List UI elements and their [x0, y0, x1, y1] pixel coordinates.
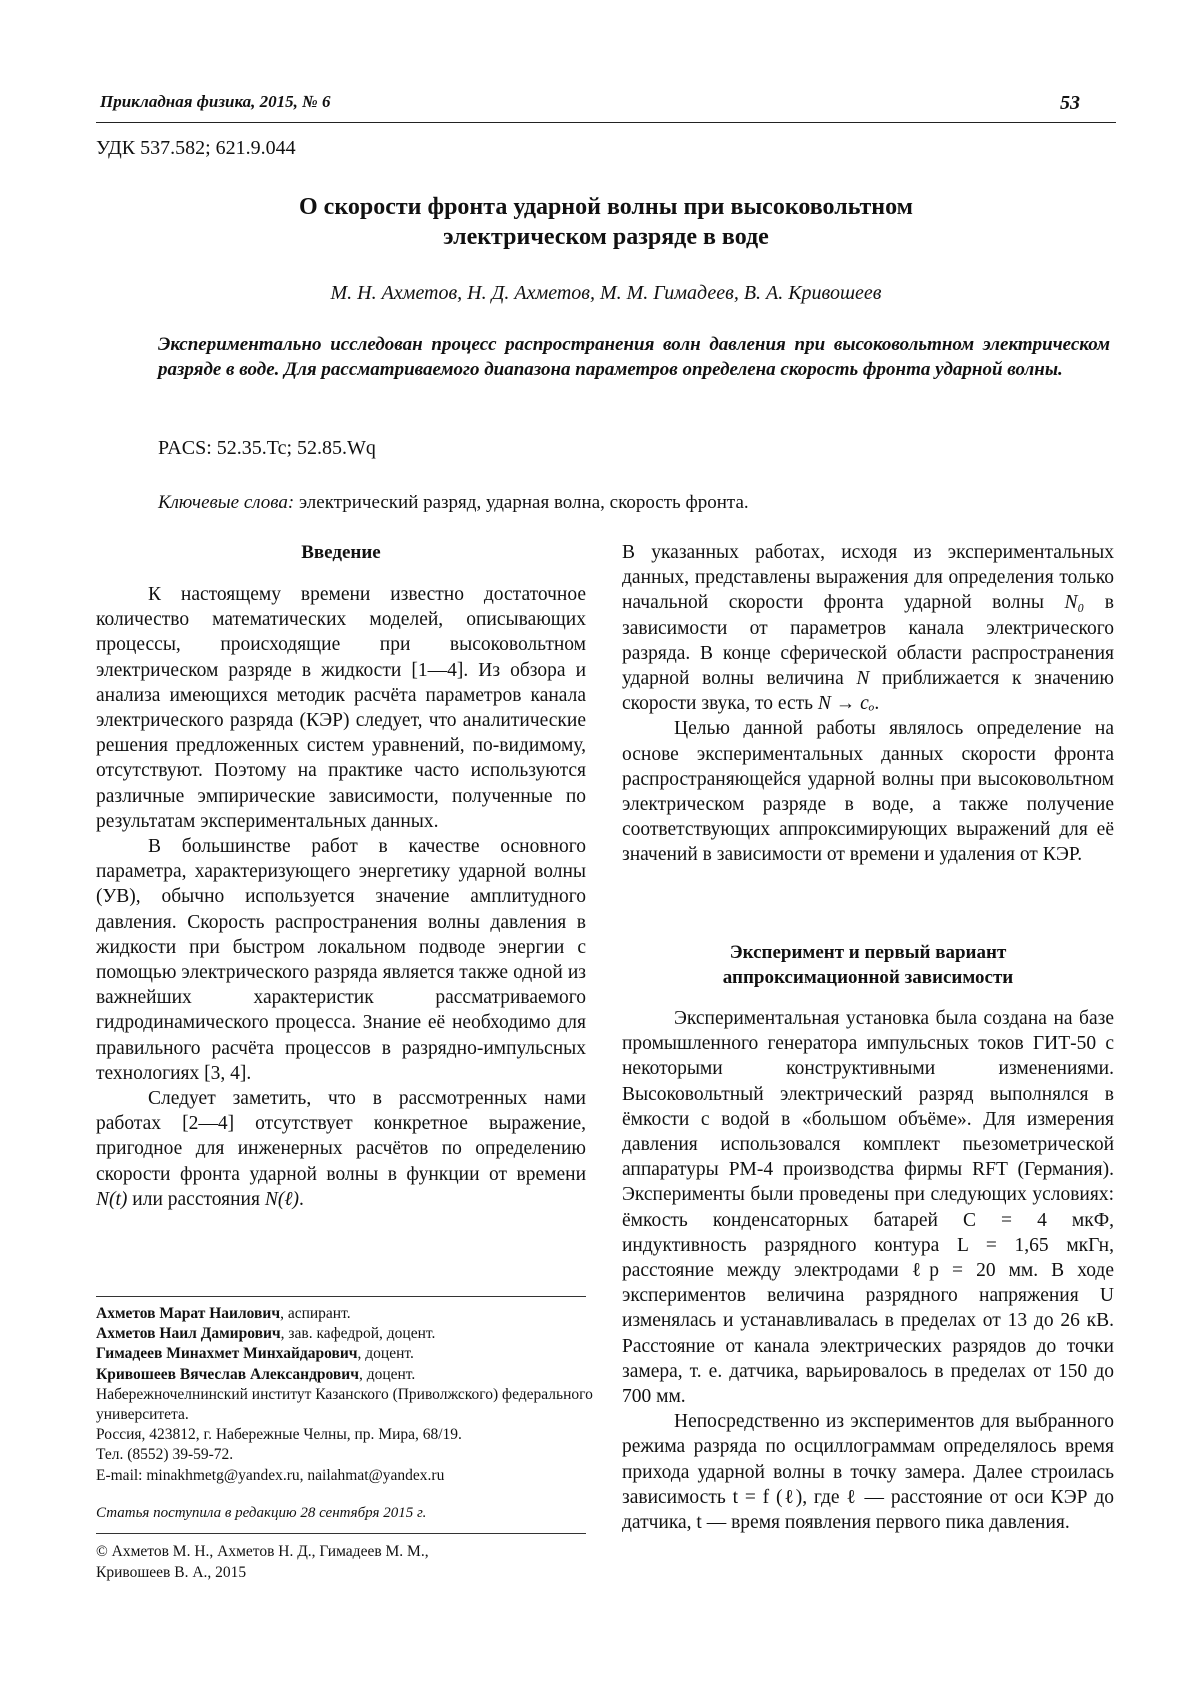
formula-n: N — [856, 668, 870, 690]
right-paragraph-1 — [622, 540, 1114, 716]
experiment-heading-line-1: Эксперимент и первый вариант — [729, 942, 1007, 963]
experiment-paragraph-2: Непосредственно из экспериментов для выбранного режима разряда по осциллограммам определялось время прихода ударной волны в точку замера. Далее строилась зависимость t = f (ℓ), где ℓ — расстояние от оси КЭР до датчика, t — время появления первого пика давления. — [622, 1411, 1114, 1534]
email: E-mail: minakhmetg@yandex.ru, nailahmat@yandex.ru — [96, 1466, 445, 1484]
title-line-1: О скорости фронта ударной волны при высоковольтном — [299, 194, 913, 220]
copyright-line-2: Кривошеев В. А., 2015 — [96, 1564, 247, 1581]
keywords — [158, 492, 749, 514]
formula-n0: N₀ — [1064, 592, 1085, 614]
pacs-codes: PACS: 52.35.Tc; 52.85.Wq — [158, 437, 376, 459]
text: . — [874, 693, 880, 715]
author-role: , аспирант. — [280, 1305, 351, 1322]
right-paragraph-2: Целью данной работы являлось определение на основе экспериментальных данных скорости фронта распространяющейся ударной волны при высоковольтном электрическом разряде в воде, а также получение соответствующих аппроксимирующих выражений для её значений в зависимости от времени и удаления от КЭР. — [622, 718, 1114, 866]
experiment-heading — [622, 940, 1114, 990]
intro-heading: Введение — [301, 542, 381, 563]
intro-paragraph-2: В большинстве работ в качестве основного параметра, характеризующего энергетику ударной волны (УВ), обычно используется значение амплитудного давления. Скорость распространения волны давления в жидкости при быстром локальном подводе энергии с помощью электрического разряда является также одной из важнейших характеристик рассматриваемого гидродинамического процесса. Знание её необходимо для правильного расчёта процессов в разрядно-импульсных технологиях [3, 4]. — [96, 836, 586, 1084]
author-role: , доцент. — [357, 1345, 414, 1363]
author-name: Ахметов Наил Дамирович — [96, 1325, 281, 1343]
author-role: , зав. кафедрой, доцент. — [280, 1325, 436, 1343]
copyright — [96, 1541, 596, 1583]
keywords-list: электрический разряд, ударная волна, скорость фронта. — [294, 492, 749, 513]
journal-name: Прикладная физика, 2015, № 6 — [100, 92, 331, 111]
abstract: Экспериментально исследован процесс распространения волн давления при высоковольтном электрическом разряде в воде. Для рассматриваемого диапазона параметров определена скорость фронта ударной волны. — [158, 334, 1110, 380]
text: Следует заметить, что в рассмотренных нами работах [2—4] отсутствует конкретное выражение, пригодное для инженерных расчётов по определению скорости фронта ударной волны в функции от времени — [96, 1088, 586, 1185]
author-info — [96, 1304, 596, 1486]
phone: Тел. (8552) 39-59-72. — [96, 1446, 234, 1464]
article-title — [96, 192, 1116, 252]
address: Россия, 423812, г. Набережные Челны, пр. Мира, 68/19. — [96, 1426, 462, 1444]
title-line-2: электрическом разряде в воде — [443, 224, 769, 250]
received-date: Статья поступила в редакцию 28 сентября 2015 г. — [96, 1505, 427, 1521]
author-3 — [96, 1344, 596, 1364]
text: . — [298, 1188, 304, 1210]
formula-n-t: N(t) — [96, 1188, 128, 1210]
intro-paragraph-3 — [96, 1086, 586, 1212]
copyright-rule — [96, 1533, 586, 1534]
author-name: Ахметов Марат Наилович — [96, 1305, 281, 1322]
page-number: 53 — [1060, 92, 1080, 114]
header-rule — [96, 122, 1116, 123]
author-1 — [96, 1304, 596, 1324]
text: или расстояния — [127, 1188, 265, 1210]
text: В указанных работах, исходя из экспериментальных данных, представлены выражения для определения только начальной скорости фронта ударной волны — [622, 542, 1114, 614]
author-2 — [96, 1324, 596, 1344]
authors: М. Н. Ахметов, Н. Д. Ахметов, М. М. Гимадеев, В. А. Кривошеев — [330, 282, 882, 304]
formula-n-l: N(ℓ) — [264, 1188, 299, 1210]
copyright-line-1: © Ахметов М. Н., Ахметов Н. Д., Гимадеев М. М., — [96, 1543, 429, 1560]
formula-limit: N → cₒ — [817, 693, 875, 715]
footnote-rule — [96, 1296, 586, 1297]
intro-continued — [622, 540, 1114, 868]
author-4 — [96, 1365, 596, 1385]
experiment-heading-line-2: аппроксимационной зависимости — [722, 967, 1014, 988]
author-name: Кривошеев Вячеслав Александрович — [96, 1365, 359, 1383]
keywords-label: Ключевые слова: — [158, 492, 295, 513]
institute: Набережночелнинский институт Казанского (Приволжского) федерального университета. — [96, 1385, 593, 1424]
udk-code: УДК 537.582; 621.9.044 — [96, 137, 296, 159]
experiment-body — [622, 1006, 1114, 1535]
author-name: Гимадеев Минахмет Минхайдарович — [96, 1345, 358, 1363]
intro-body — [96, 582, 586, 1212]
text: приближается к значению скорости звука, то есть — [622, 668, 1114, 715]
experiment-paragraph-1: Экспериментальная установка была создана на базе промышленного генератора импульсных токов ГИТ-50 с некоторыми конструктивными изменениями. Высоковольтный электрический разряд выполнялся в ёмкости с водой в «большом объёме». Для измерения давления использовался комплект пьезометрической аппаратуры PM-4 производства фирмы RFT (Германия). Эксперименты были проведены при следующих условиях: ёмкость конденсаторных батарей C = 4 мкФ, индуктивность разрядного контура L = 1,65 мкГн, расстояние между электродами ℓp = 20 мм. В ходе экспериментов величина разрядного напряжения U изменялась и устанавливалась в пределах от 13 до 26 кВ. Расстояние от канала электрических разрядов до точки замера, т. е. датчика, варьировалось в пределах от 150 до 700 мм. — [622, 1008, 1114, 1408]
text: в зависимости от параметров канала электрического разряда. В конце сферической области распространения ударной волны величина — [622, 592, 1114, 690]
intro-paragraph-1: К настоящему времени известно достаточное количество математических моделей, описывающих процессы, происходящие при высоковольтном электрическом разряде в жидкости [1—4]. Из обзора и анализа имеющихся методик расчёта параметров канала электрического разряда (КЭР) следует, что аналитические решения предложенных систем уравнений, по-видимому, отсутствуют. Поэтому на практике часто используются различные эмпирические зависимости, полученные по результатам экспериментальных данных. — [96, 584, 586, 832]
author-role: , доцент. — [358, 1365, 416, 1383]
